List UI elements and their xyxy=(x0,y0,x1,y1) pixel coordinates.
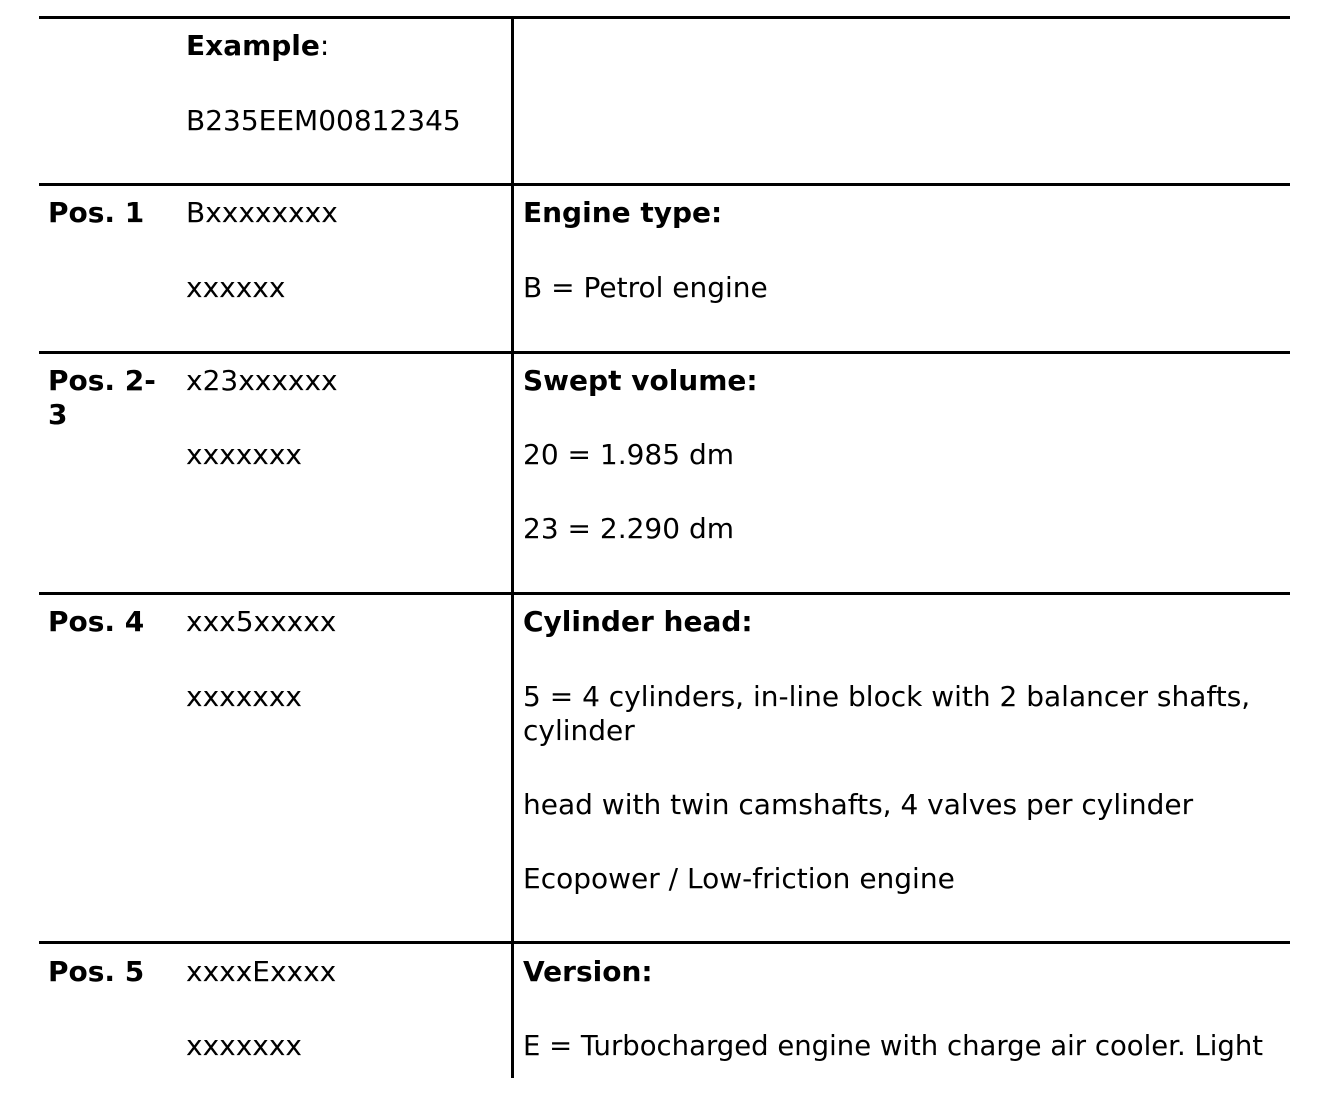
code-pattern: xxx5xxxxx xyxy=(186,605,337,638)
row-description: head with twin camshafts, 4 valves per cylinder xyxy=(523,788,1194,821)
code-pattern: xxxxExxxx xyxy=(186,955,337,988)
position-label: Pos. 4 xyxy=(48,605,145,638)
row-heading: Swept volume: xyxy=(523,364,758,397)
code-pattern: x23xxxxxx xyxy=(186,364,338,397)
example-code: B235EEM00812345 xyxy=(186,104,461,137)
row-heading: Cylinder head: xyxy=(523,605,753,638)
row-description: 23 = 2.290 dm xyxy=(523,512,734,545)
code-pattern-continued: xxxxxxx xyxy=(186,1029,302,1062)
code-pattern-continued: xxxxxxx xyxy=(186,438,302,471)
row-heading: Engine type: xyxy=(523,196,723,229)
code-pattern-continued: xxxxxx xyxy=(186,271,286,304)
row-description: B = Petrol engine xyxy=(523,271,768,304)
position-label: Pos. 2-3 xyxy=(48,364,156,431)
example-label: Example: xyxy=(186,29,330,62)
column-divider xyxy=(511,17,514,1078)
row-description: 5 = 4 cylinders, in-line block with 2 balancer shafts, cylinder xyxy=(523,680,1251,747)
table-top-border xyxy=(39,16,1290,19)
row-divider xyxy=(39,351,1290,354)
code-pattern-continued: xxxxxxx xyxy=(186,680,302,713)
position-label: Pos. 1 xyxy=(48,196,145,229)
row-divider xyxy=(39,941,1290,944)
row-description: E = Turbocharged engine with charge air cooler. Light xyxy=(523,1030,1264,1062)
code-pattern: Bxxxxxxxx xyxy=(186,196,338,229)
row-heading: Version: xyxy=(523,955,653,988)
row-divider xyxy=(39,592,1290,595)
row-description: Ecopower / Low-friction engine xyxy=(523,862,955,895)
row-divider xyxy=(39,183,1290,186)
position-label: Pos. 5 xyxy=(48,955,145,988)
row-description: 20 = 1.985 dm xyxy=(523,438,734,471)
